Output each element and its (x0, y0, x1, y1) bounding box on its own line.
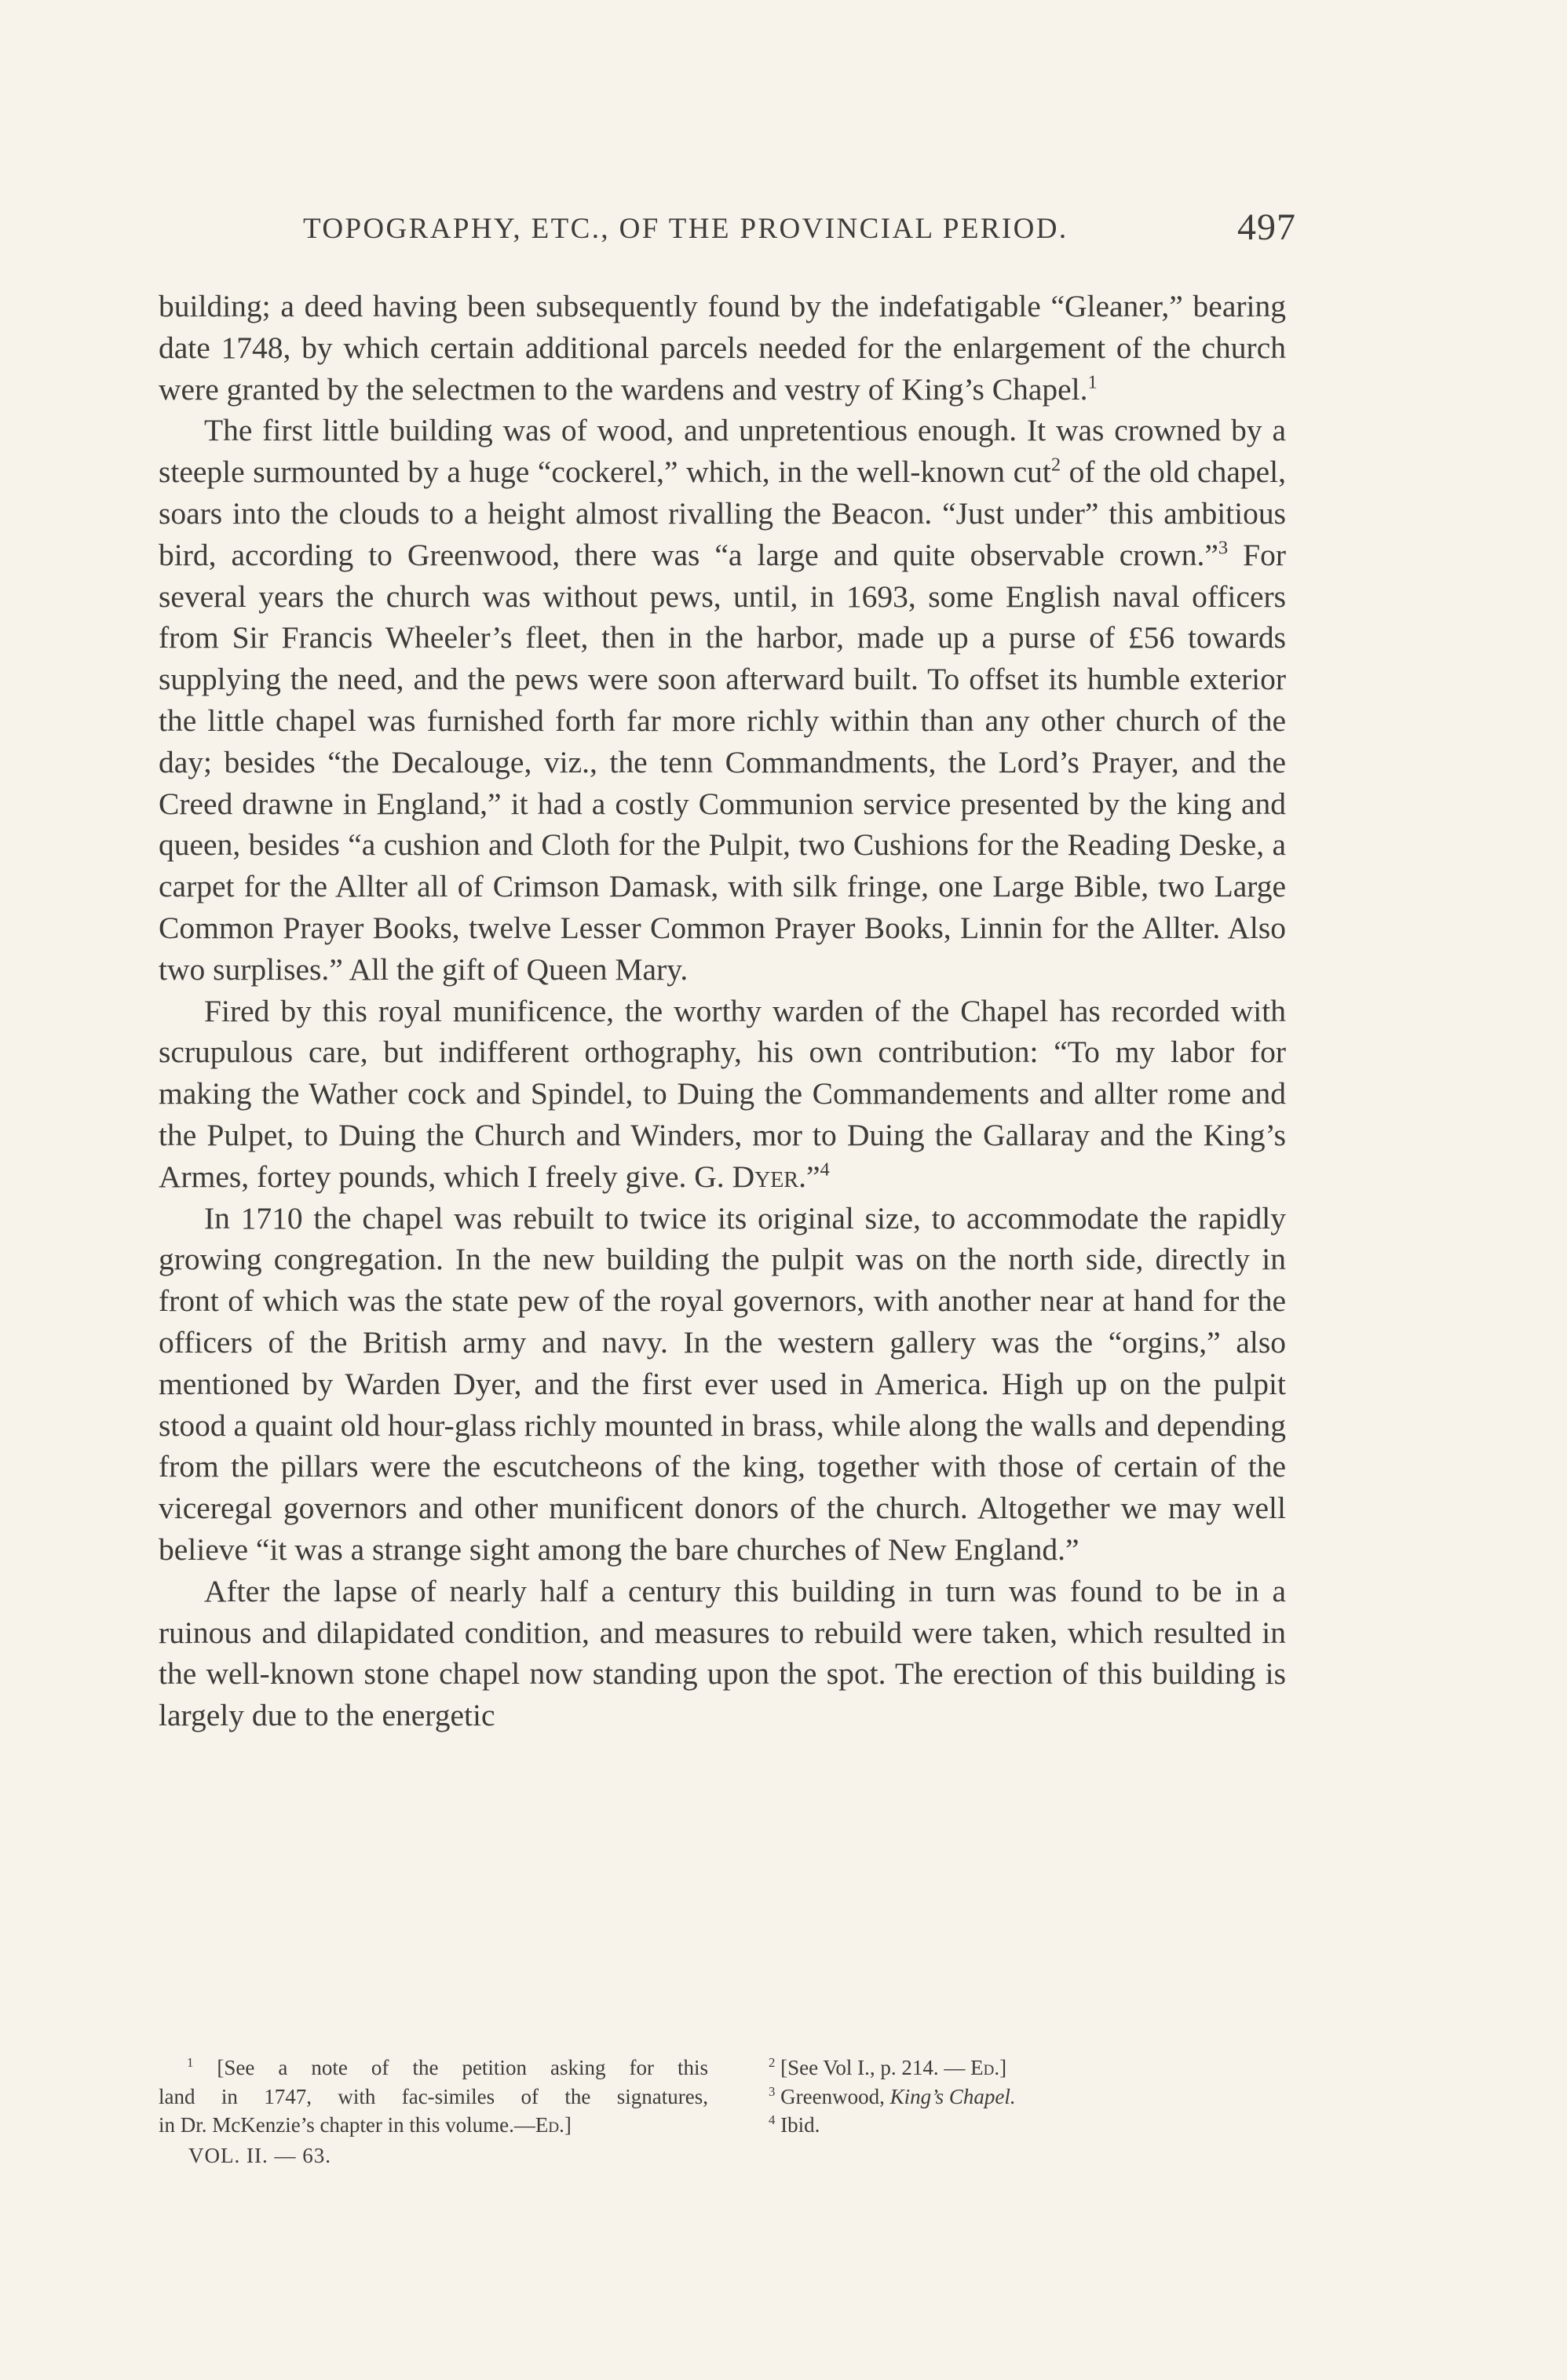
running-head (303, 206, 1324, 261)
footnote-2 (769, 2053, 1287, 2082)
running-title: TOPOGRAPHY, ETC., OF THE PROVINCIAL PERIOD. (303, 213, 1068, 245)
paragraph-2 (159, 410, 1286, 990)
footnote-1-bracket: ] (564, 2113, 572, 2137)
paragraph-1-text: building; a deed having been subsequently found by the indefatigable “Gleaner,” bearing date 1748, by which certain additional parcels needed for the enlargement of the church were granted by the selectmen to the wardens and vestry of King’s Chapel. (159, 289, 1286, 407)
paragraph-1 (159, 286, 1286, 410)
signer-name: Dyer (732, 1159, 799, 1194)
footnote-2-editor: Ed. (970, 2056, 1000, 2079)
footnote-2-bracket: ] (999, 2056, 1007, 2079)
footnote-ref-3: 3 (1218, 537, 1229, 559)
footnote-4-mark: 4 (769, 2112, 776, 2127)
footnote-3-title: King’s Chapel. (889, 2084, 1016, 2108)
footnotes (159, 2053, 1286, 2195)
paragraph-3-text-b: .” (798, 1159, 820, 1194)
footnote-4-text: Ibid. (780, 2113, 820, 2137)
footnote-3-mark: 3 (769, 2083, 776, 2099)
paragraph-3-text-a: Fired by this royal munificence, the worthy warden of the Chapel has recorded with scrupulous care, but indifferent orthography, his own contribution: “To my labor for making the Wather cock and Spindel, to Duing the Commandements and allter rome and the Pulpet, to Duing the Church and Winders, mor to Duing the Gallaray and the King’s Armes, fortey pounds, which I freely give. G. (159, 993, 1286, 1194)
footnotes-right-column (769, 2053, 1287, 2140)
footnote-1-mark: 1 (187, 2054, 194, 2070)
footnote-1-editor: Ed. (535, 2113, 564, 2137)
footnote-1-line-3-text: in Dr. McKenzie’s chapter in this volume.— (159, 2113, 535, 2137)
footnote-1-line-2: land in 1747, with fac-similes of the signatures, (159, 2084, 708, 2108)
paragraph-4: In 1710 the chapel was rebuilt to twice its original size, to accommodate the rapidly growing congregation. In the new building the pulpit was on the north side, directly in front of which was the state pew of the royal governors, with another near at hand for the officers of the British army and navy. In the western gallery was the “orgins,” also mentioned by Warden Dyer, and the first ever used in America. High up on the pulpit stood a quaint old hour-glass richly mounted in brass, while along the walls and depending from the pillars were the escutcheons of the king, together with those of certain of the viceregal governors and other munificent donors of the church. Altogether we may well believe “it was a strange sight among the bare churches of New England.” (159, 1200, 1286, 1567)
footnote-4 (769, 2111, 1287, 2140)
footnote-1 (159, 2053, 708, 2140)
footnotes-left-column (159, 2053, 708, 2170)
footnote-1-line-1-text: [See a note of the petition asking for this (217, 2056, 708, 2079)
page-number: 497 (1237, 206, 1296, 248)
footnote-ref-1: 1 (1087, 371, 1098, 392)
body-text (159, 286, 1286, 1736)
paragraph-3 (159, 991, 1286, 1198)
footnote-2-mark: 2 (769, 2054, 776, 2070)
signature-mark: VOL. II. — 63. (188, 2143, 331, 2167)
footnote-ref-4: 4 (820, 1159, 830, 1181)
footnote-3-text: Greenwood, (780, 2084, 890, 2108)
footnote-3 (769, 2082, 1287, 2112)
paragraph-2-text-c: For several years the church was without pews, until, in 1693, some English naval officers from Sir Francis Wheeler’s fleet, then in the harbor, made up a purse of £56 towards supplying the need, and the pews were soon afterward built. To offset its humble exterior the little chapel was furnished forth far more richly within than any other church of the day; besides “the Decalouge, viz., the tenn Commandments, the Lord’s Prayer, and the Creed drawne in England,” it had a costly Communion service presented by the king and queen, besides “a cushion and Cloth for the Pulpit, two Cushions for the Reading Deske, a carpet for the Allter all of Crimson Damask, with silk fringe, one Large Bible, two Large Common Prayer Books, twelve Lesser Common Prayer Books, Linnin for the Allter. Also two surplises.” All the gift of Queen Mary. (159, 537, 1286, 987)
footnote-1-line-1 (159, 2053, 708, 2082)
paragraph-5: After the lapse of nearly half a century this building in turn was found to be in a ruinous and dilapidated condition, and measures to rebuild were taken, which resulted in the well-known stone chapel now standing upon the spot. The erection of this building is largely due to the energetic (159, 1573, 1286, 1733)
paragraph-2-text-b: of the old chapel, soars into the clouds to a height almost rivalling the Beacon. “Just under” this ambitious bird, according to Greenwood, there was “a large and quite observable crown.” (159, 454, 1286, 572)
footnote-1-line-3 (159, 2111, 708, 2140)
paragraph-2-text-a: The first little building was of wood, and unpretentious enough. It was crowned by a steeple surmounted by a huge “cockerel,” which, in the well-known cut (159, 413, 1286, 490)
footnote-ref-2: 2 (1050, 454, 1061, 476)
footnote-2-text: [See Vol I., p. 214. — (780, 2056, 971, 2079)
